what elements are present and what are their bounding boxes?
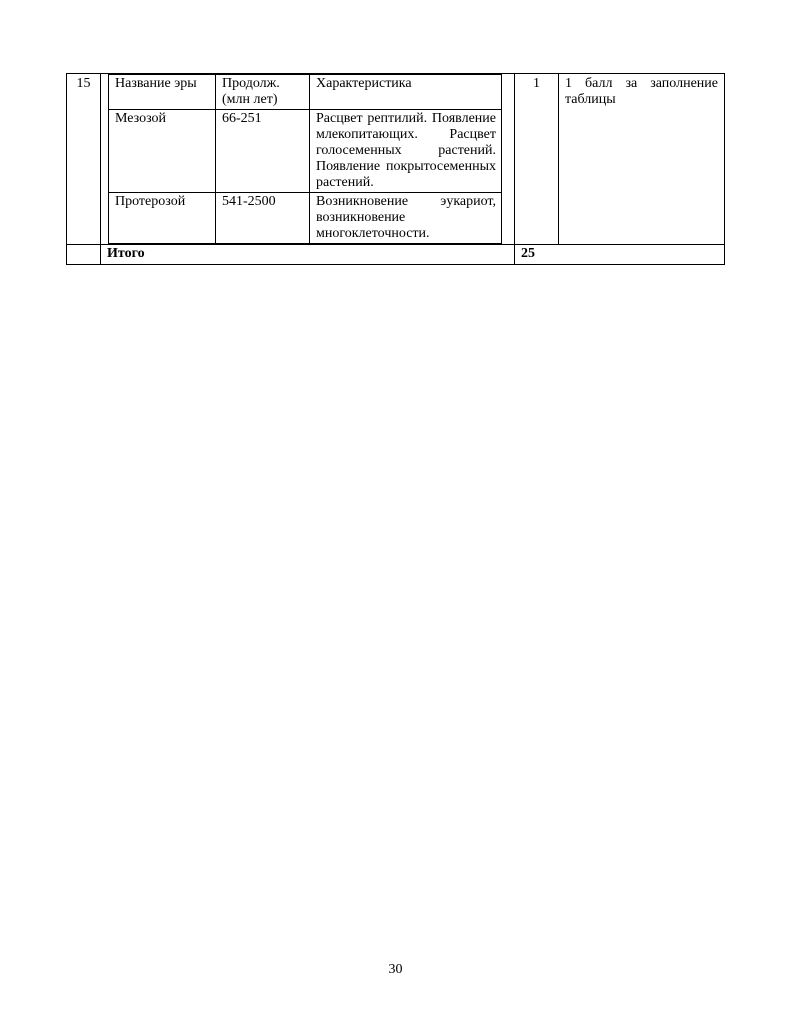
era-table [108,74,502,244]
question-row [67,74,725,245]
era-duration: 66-251 [216,110,310,193]
era-row [109,110,502,193]
era-description: Возникновение эукариот, возникновение многоклеточности. [310,193,502,244]
era-description: Расцвет рептилий. Появление млекопитающих. Расцвет голосеменных растений. Появление покрытосеменных растений. [310,110,502,193]
scoring-criteria: 1 балл за заполнение таблицы [559,74,725,245]
header-duration: Продолж. (млн лет) [216,75,310,110]
total-value: 25 [515,245,725,265]
header-era-name: Название эры [109,75,216,110]
inner-table-cell [101,74,515,245]
total-label: Итого [101,245,515,265]
era-table-header [109,75,502,110]
points-value: 1 [515,74,559,245]
page-number: 30 [388,962,403,977]
question-number: 15 [67,74,101,245]
total-empty-cell [67,245,101,265]
era-duration: 541-2500 [216,193,310,244]
answer-table [66,73,725,265]
total-row [67,245,725,265]
era-name: Протерозой [109,193,216,244]
header-characteristic: Характеристика [310,75,502,110]
era-row [109,193,502,244]
era-name: Мезозой [109,110,216,193]
